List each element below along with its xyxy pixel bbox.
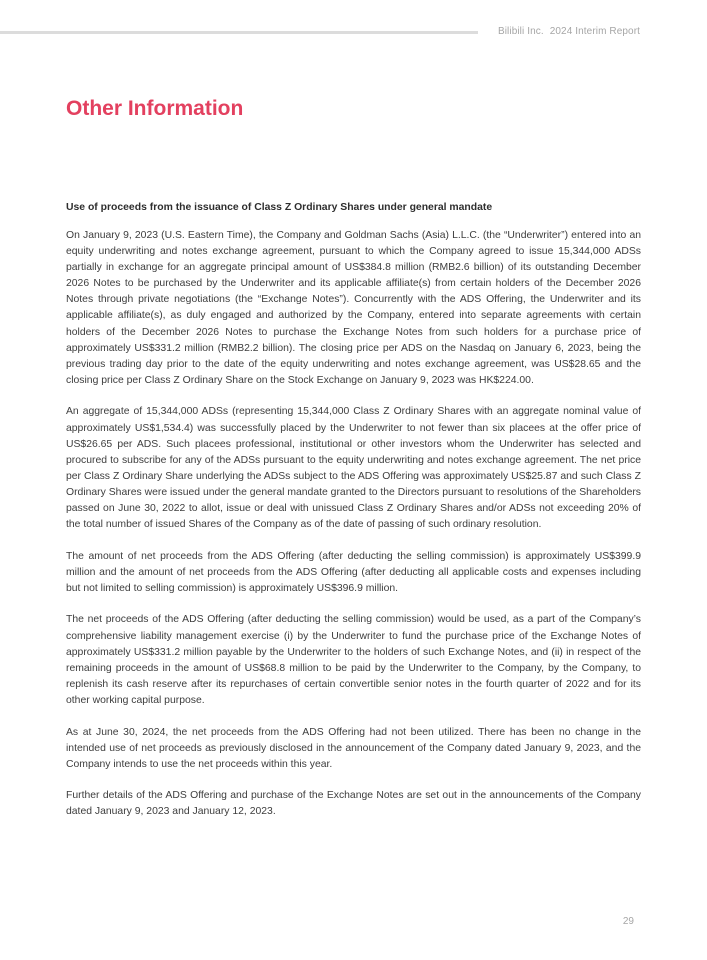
paragraph-3: The amount of net proceeds from the ADS Offering (after deducting the selling commission) is approximately US$399.9 million and the amount of net proceeds from the ADS Offering (after deducting all applicable costs and expenses including but not limited to selling commission) is approximately US$396.9 million.	[66, 550, 641, 594]
section-heading: Use of proceeds from the issuance of Class Z Ordinary Shares under general mandate	[66, 202, 493, 213]
main-content	[66, 200, 641, 836]
paragraph-2: An aggregate of 15,344,000 ADSs (representing 15,344,000 Class Z Ordinary Shares with an aggregate nominal value of approximately US$1,534.4) was successfully placed by the Underwriter to not fewer than six placees at the offer price of US$26.65 per ADS. Such placees professional, institutional or other investors whom the Underwriter has selected and procured to subscribe for any of the ADSs pursuant to the equity underwriting and notes exchange agreement. The net price per Class Z Ordinary Share underlying the ADSs subject to the ADS Offering was approximately US$25.87 and such Class Z Ordinary Shares were issued under the general mandate granted to the Directors pursuant to resolutions of the Shareholders passed on June 30, 2022 to allot, issue or deal with unissued Class Z Ordinary Shares and/or ADSs not exceeding 20% of the total number of issued Shares of the Company as of the date of passing of such ordinary resolution.	[66, 406, 641, 531]
header-company: Bilibili Inc.	[497, 26, 544, 37]
paragraph-4: The net proceeds of the ADS Offering (after deducting the selling commission) would be used, as a part of the Company’s comprehensive liability management exercise (i) by the Underwriter to fund the purchase price of the Exchange Notes of approximately US$331.2 million payable by the Underwriter to the holders of such Exchange Notes, and (ii) in respect of the remaining proceeds in the amount of US$68.8 million to be paid by the Underwriter to the Company, by the Company, to replenish its cash reserve after its repurchases of certain convertible senior notes in the fourth quarter of 2022 and for its other working capital purpose.	[66, 614, 641, 706]
paragraph-5: As at June 30, 2024, the net proceeds from the ADS Offering had not been utilized. There has been no change in the intended use of net proceeds as previously disclosed in the announcement of the Company dated January 9, 2023, and the Company intends to use the net proceeds within this year.	[66, 726, 641, 770]
header-rule	[0, 31, 478, 34]
page-title: Other Information	[66, 97, 244, 120]
page-number: 29	[622, 916, 634, 927]
paragraph-1: On January 9, 2023 (U.S. Eastern Time), the Company and Goldman Sachs (Asia) L.L.C. (the “Underwriter”) entered into an equity underwriting and notes exchange agreement, pursuant to which the Company agreed to issue 15,344,000 ADSs partially in exchange for an aggregate principal amount of US$384.8 million (RMB2.6 billion) of its outstanding December 2026 Notes to be purchased by the Underwriter and its applicable affiliate(s) from certain holders of the December 2026 Notes through private negotiations (the “Exchange Notes”). Concurrently with the ADS Offering, the Underwriter and its applicable affiliate(s), as duly engaged and authorized by the Company, entered into separate agreements with certain holders of the December 2026 Notes to purchase the Exchange Notes from such holders for a purchase price of approximately US$331.2 million (RMB2.2 billion). The closing price per ADS on the Nasdaq on January 6, 2023, being the previous trading day prior to the date of the equity underwriting and notes exchange agreement, was US$28.65 and the closing price per Class Z Ordinary Share on the Stock Exchange on January 9, 2023 was HK$224.00.	[66, 230, 641, 386]
header-report: 2024 Interim Report	[549, 26, 640, 37]
running-header	[498, 26, 640, 37]
paragraph-6: Further details of the ADS Offering and purchase of the Exchange Notes are set out in the announcements of the Company dated January 9, 2023 and January 12, 2023.	[66, 790, 641, 818]
